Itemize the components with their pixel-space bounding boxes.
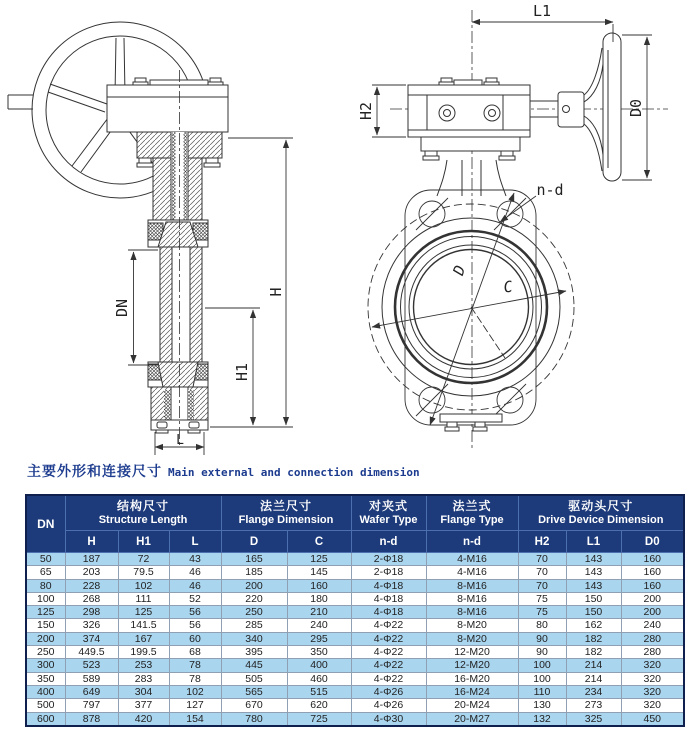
table-cell: 374 (65, 632, 118, 645)
table-cell: 150 (566, 592, 621, 605)
table-cell: 100 (518, 659, 566, 672)
table-cell: 143 (566, 553, 621, 566)
table-cell: 280 (621, 632, 684, 645)
table-cell: 162 (566, 619, 621, 632)
table-cell: 143 (566, 566, 621, 579)
table-cell: 90 (518, 646, 566, 659)
table-row (26, 659, 684, 672)
table-cell: 4-M16 (426, 553, 518, 566)
cell-dn: 50 (26, 553, 65, 566)
table-cell: 4-Φ22 (351, 672, 426, 685)
table-cell: 620 (287, 699, 351, 712)
table-cell: 298 (65, 606, 118, 619)
table-cell: 460 (287, 672, 351, 685)
table-cell: 70 (518, 566, 566, 579)
table-cell: 102 (169, 685, 221, 698)
table-cell: 8-M16 (426, 606, 518, 619)
table-row (26, 579, 684, 592)
table-cell: 4-Φ30 (351, 712, 426, 726)
table-row (26, 712, 684, 726)
table-row (26, 553, 684, 566)
table-cell: 320 (621, 659, 684, 672)
table-cell: 125 (287, 553, 351, 566)
table-cell: 4-Φ22 (351, 646, 426, 659)
table-cell: 75 (518, 592, 566, 605)
cell-dn: 600 (26, 712, 65, 726)
table-cell: 20-M24 (426, 699, 518, 712)
table-cell: 320 (621, 699, 684, 712)
section-title-zh: 主要外形和连接尺寸 (27, 463, 162, 479)
dim-label-l: L (176, 433, 184, 448)
table-row (26, 606, 684, 619)
table-cell: 75 (518, 606, 566, 619)
table-cell: 12-M20 (426, 646, 518, 659)
table-cell: 320 (621, 685, 684, 698)
table-cell: 2-Φ18 (351, 566, 426, 579)
table-cell: 56 (169, 619, 221, 632)
table-cell: 589 (65, 672, 118, 685)
section-title (27, 461, 420, 481)
table-cell: 20-M27 (426, 712, 518, 726)
col-header-l: L (169, 531, 221, 553)
table-cell: 449.5 (65, 646, 118, 659)
table-cell: 70 (518, 553, 566, 566)
table-cell: 165 (221, 553, 287, 566)
table-cell: 395 (221, 646, 287, 659)
table-cell: 180 (287, 592, 351, 605)
table-cell: 187 (65, 553, 118, 566)
body-base (440, 414, 502, 431)
cell-dn: 300 (26, 659, 65, 672)
col-header-h2: H2 (518, 531, 566, 553)
table-cell: 127 (169, 699, 221, 712)
table-cell: 505 (221, 672, 287, 685)
table-cell: 295 (287, 632, 351, 645)
table-cell: 16-M24 (426, 685, 518, 698)
table-cell: 200 (221, 579, 287, 592)
dim-label-d: D (449, 262, 470, 278)
col-header-l1: L1 (566, 531, 621, 553)
dim-label-h2: H2 (357, 101, 375, 121)
cell-dn: 150 (26, 619, 65, 632)
table-cell: 78 (169, 659, 221, 672)
table-cell: 4-Φ18 (351, 579, 426, 592)
table-cell: 320 (621, 672, 684, 685)
table-cell: 110 (518, 685, 566, 698)
table-cell: 240 (621, 619, 684, 632)
table-cell: 240 (287, 619, 351, 632)
cell-dn: 80 (26, 579, 65, 592)
table-cell: 400 (287, 659, 351, 672)
table-cell: 515 (287, 685, 351, 698)
table-cell: 228 (65, 579, 118, 592)
table-cell: 4-Φ26 (351, 699, 426, 712)
table-cell: 280 (621, 646, 684, 659)
group-header-structure: 结构尺寸 Structure Length (65, 495, 221, 531)
table-cell: 4-Φ22 (351, 619, 426, 632)
sub-header-row (26, 531, 684, 553)
table-cell: 182 (566, 632, 621, 645)
table-cell: 268 (65, 592, 118, 605)
table-cell: 4-Φ26 (351, 685, 426, 698)
table-row (26, 672, 684, 685)
table-cell: 285 (221, 619, 287, 632)
col-header-dn: DN (26, 495, 65, 553)
table-cell: 253 (118, 659, 169, 672)
table-cell: 145 (287, 566, 351, 579)
table-cell: 200 (621, 592, 684, 605)
table-cell: 102 (118, 579, 169, 592)
table-cell: 878 (65, 712, 118, 726)
table-cell: 79.5 (118, 566, 169, 579)
col-header-d: D (221, 531, 287, 553)
group-header-wafer-type: 对夹式 Wafer Type (351, 495, 426, 531)
table-cell: 725 (287, 712, 351, 726)
table-cell: 46 (169, 566, 221, 579)
table-cell: 154 (169, 712, 221, 726)
table-row (26, 685, 684, 698)
table-cell: 111 (118, 592, 169, 605)
table-cell: 283 (118, 672, 169, 685)
table-cell: 780 (221, 712, 287, 726)
table-cell: 210 (287, 606, 351, 619)
input-shaft (8, 95, 33, 109)
table-cell: 234 (566, 685, 621, 698)
cell-dn: 65 (26, 566, 65, 579)
cell-dn: 125 (26, 606, 65, 619)
cell-dn: 500 (26, 699, 65, 712)
table-cell: 8-M20 (426, 632, 518, 645)
group-header-flange-dimension: 法兰尺寸 Flange Dimension (221, 495, 351, 531)
table-row (26, 592, 684, 605)
table-cell: 167 (118, 632, 169, 645)
table-cell: 125 (118, 606, 169, 619)
table-cell: 160 (621, 566, 684, 579)
gearbox-side (107, 78, 228, 132)
table-cell: 160 (621, 579, 684, 592)
right-view-front (357, 2, 668, 448)
table-cell: 203 (65, 566, 118, 579)
col-header-h1: H1 (118, 531, 169, 553)
table-cell: 160 (287, 579, 351, 592)
table-cell: 450 (621, 712, 684, 726)
table-row (26, 619, 684, 632)
table-cell: 12-M20 (426, 659, 518, 672)
cell-dn: 250 (26, 646, 65, 659)
cell-dn: 200 (26, 632, 65, 645)
cell-dn: 350 (26, 672, 65, 685)
table-row (26, 566, 684, 579)
dimension-table (25, 494, 685, 727)
handwheel-side (558, 33, 621, 181)
table-cell: 325 (566, 712, 621, 726)
table-cell: 350 (287, 646, 351, 659)
table-cell: 80 (518, 619, 566, 632)
dim-label-d0: D0 (627, 98, 645, 118)
left-view-side-section (8, 22, 293, 455)
gearbox-front (408, 78, 558, 137)
dim-label-c: C (502, 277, 515, 297)
table-cell: 8-M16 (426, 579, 518, 592)
table-cell: 214 (566, 672, 621, 685)
table-cell: 90 (518, 632, 566, 645)
table-cell: 150 (566, 606, 621, 619)
table-cell: 273 (566, 699, 621, 712)
col-header-d0: D0 (621, 531, 684, 553)
table-cell: 4-Φ18 (351, 592, 426, 605)
table-cell: 797 (65, 699, 118, 712)
cell-dn: 400 (26, 685, 65, 698)
table-cell: 4-M16 (426, 566, 518, 579)
dim-label-h1: H1 (233, 362, 251, 382)
table-cell: 649 (65, 685, 118, 698)
table-cell: 143 (566, 579, 621, 592)
table-cell: 78 (169, 672, 221, 685)
table-cell: 60 (169, 632, 221, 645)
table-cell: 16-M20 (426, 672, 518, 685)
table-cell: 46 (169, 579, 221, 592)
table-cell: 182 (566, 646, 621, 659)
table-cell: 52 (169, 592, 221, 605)
table-cell: 326 (65, 619, 118, 632)
table-cell: 4-Φ22 (351, 632, 426, 645)
table-row (26, 632, 684, 645)
table-cell: 68 (169, 646, 221, 659)
table-cell: 214 (566, 659, 621, 672)
table-cell: 4-Φ22 (351, 659, 426, 672)
table-cell: 130 (518, 699, 566, 712)
table-cell: 8-M20 (426, 619, 518, 632)
group-header-flange-type: 法兰式 Flange Type (426, 495, 518, 531)
table-cell: 200 (621, 606, 684, 619)
table-cell: 141.5 (118, 619, 169, 632)
group-header-row (26, 495, 684, 531)
table-body (26, 553, 684, 726)
table-cell: 43 (169, 553, 221, 566)
dim-label-l1: L1 (532, 2, 552, 20)
table-cell: 565 (221, 685, 287, 698)
table-row (26, 646, 684, 659)
table-cell: 2-Φ18 (351, 553, 426, 566)
table-cell: 304 (118, 685, 169, 698)
table-cell: 132 (518, 712, 566, 726)
table-cell: 56 (169, 606, 221, 619)
table-cell: 377 (118, 699, 169, 712)
col-header-c: C (287, 531, 351, 553)
table-cell: 445 (221, 659, 287, 672)
table-cell: 70 (518, 579, 566, 592)
table-cell: 160 (621, 553, 684, 566)
table-cell: 220 (221, 592, 287, 605)
dim-label-h: H (267, 287, 285, 297)
dim-label-nd: n-d (536, 181, 564, 199)
col-header-flange-nd: n-d (426, 531, 518, 553)
table-cell: 185 (221, 566, 287, 579)
col-header-wafer-nd: n-d (351, 531, 426, 553)
table-cell: 100 (518, 672, 566, 685)
table-cell: 8-M16 (426, 592, 518, 605)
table-cell: 250 (221, 606, 287, 619)
dim-label-dn: DN (113, 298, 131, 318)
group-header-drive-device: 驱动头尺寸 Drive Device Dimension (518, 495, 684, 531)
table-row (26, 699, 684, 712)
table-cell: 523 (65, 659, 118, 672)
col-header-h: H (65, 531, 118, 553)
section-title-en: Main external and connection dimension (168, 466, 420, 479)
table-cell: 199.5 (118, 646, 169, 659)
table-cell: 670 (221, 699, 287, 712)
table-cell: 340 (221, 632, 287, 645)
table-cell: 4-Φ18 (351, 606, 426, 619)
table-cell: 72 (118, 553, 169, 566)
cell-dn: 100 (26, 592, 65, 605)
table-cell: 420 (118, 712, 169, 726)
neck-and-plate (421, 137, 520, 196)
